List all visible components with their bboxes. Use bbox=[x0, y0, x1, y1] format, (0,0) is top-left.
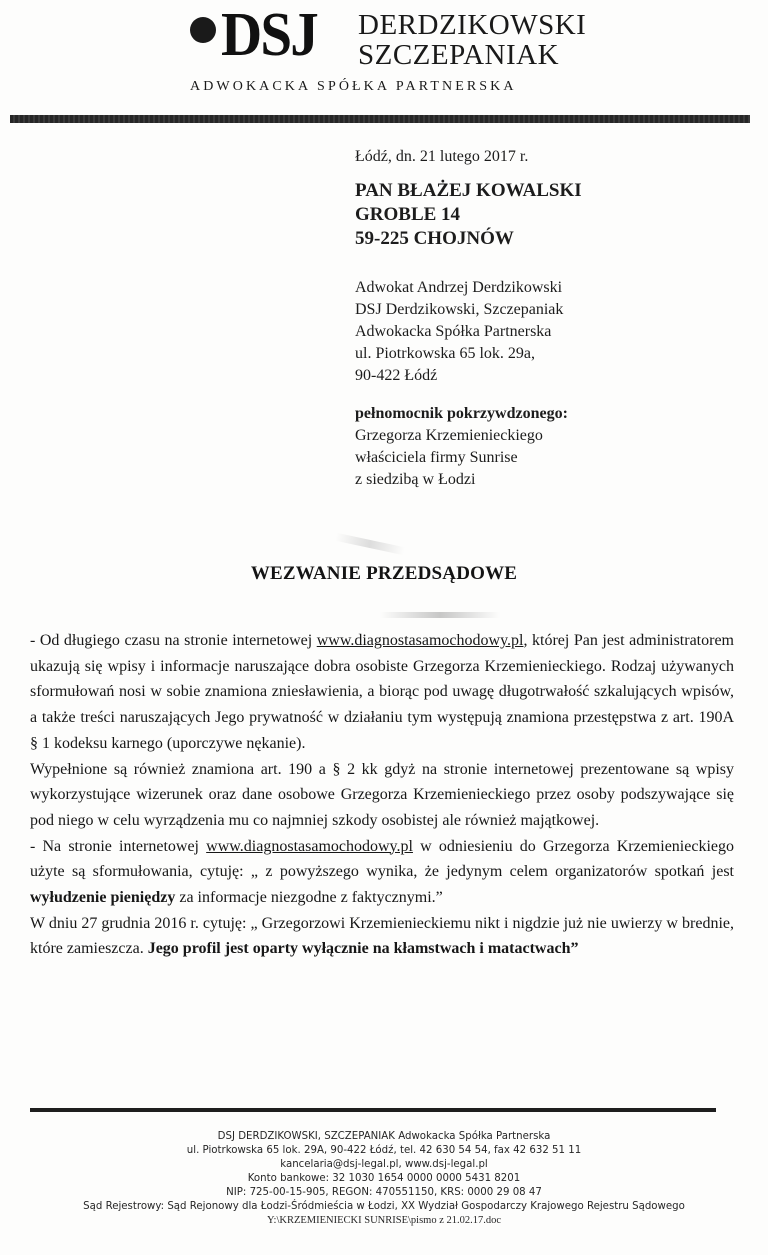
proxy-block bbox=[355, 403, 568, 491]
header-divider bbox=[10, 115, 750, 123]
letter-body bbox=[30, 628, 734, 962]
date-line: Łódź, dn. 21 lutego 2017 r. bbox=[355, 148, 529, 165]
scan-smudge bbox=[380, 612, 500, 618]
footer-line: NIP: 725-00-15-905, REGON: 470551150, KRS: 0000 29 08 47 bbox=[226, 1187, 542, 1198]
paragraph-3: - Na stronie internetowej www.diagnostasamochodowy.pl w odniesieniu do Grzegorza Krzemienieckiego użyte są sformułowania, cytuję: „ z powyższego wynika, że jedynym celem organizatorów spotkań jest wyłudzenie pieniędzy za informacje niezgodne z faktycznymi.” bbox=[30, 837, 734, 907]
recipient-name: PAN BŁAŻEJ KOWALSKI bbox=[355, 180, 582, 201]
firm-tagline: ADWOKACKA SPÓŁKA PARTNERSKA bbox=[190, 79, 517, 94]
logo-mark bbox=[190, 17, 216, 43]
proxy-heading: pełnomocnik pokrzywdzonego: bbox=[355, 405, 568, 422]
sender-line: Adwokacka Spółka Partnerska bbox=[355, 323, 552, 340]
sender-line: 90-422 Łódź bbox=[355, 367, 438, 384]
sender-line: DSJ Derdzikowski, Szczepaniak bbox=[355, 301, 564, 318]
sender-line: Adwokat Andrzej Derdzikowski bbox=[355, 279, 563, 296]
scan-smudge bbox=[335, 533, 405, 555]
website-link[interactable]: www.diagnostasamochodowy.pl bbox=[316, 632, 524, 649]
firm-name-line1: DERDZIKOWSKI bbox=[358, 9, 587, 41]
recipient-street: GROBLE 14 bbox=[355, 204, 461, 225]
footer-divider bbox=[30, 1108, 716, 1112]
logo-dsj: DSJ bbox=[221, 1, 317, 69]
paragraph-2: Wypełnione są również znamiona art. 190 a § 2 kk gdyż na stronie internetowej prezentowane są wpisy wykorzystujące wizerunek oraz dane osobowe Grzegorza Krzemienieckiego przez osoby podszywające się pod niego w celu wyrządzenia mu co najmniej szkody osobistej ale również majątkowej. bbox=[30, 760, 734, 829]
footer-line: ul. Piotrkowska 65 lok. 29A, 90-422 Łódź, tel. 42 630 54 54, fax 42 632 51 11 bbox=[186, 1145, 582, 1156]
recipient-address bbox=[355, 179, 582, 251]
proxy-line: z siedzibą w Łodzi bbox=[355, 471, 476, 488]
website-link[interactable]: www.diagnostasamochodowy.pl bbox=[206, 837, 413, 855]
sender-address bbox=[355, 277, 563, 387]
footer-line: Sąd Rejestrowy: Sąd Rejonowy dla Łodzi-Śródmieścia w Łodzi, XX Wydział Gospodarczy Krajowego Rejestru Sądowego bbox=[83, 1201, 685, 1212]
sender-line: ul. Piotrkowska 65 lok. 29a, bbox=[355, 345, 535, 362]
firm-name-line2: SZCZEPANIAK bbox=[358, 39, 560, 71]
footer-line: kancelaria@dsj-legal.pl, www.dsj-legal.pl bbox=[280, 1159, 488, 1170]
footer-line: DSJ DERDZIKOWSKI, SZCZEPANIAK Adwokacka Spółka Partnerska bbox=[217, 1131, 551, 1142]
bold-phrase: wyłudzenie pieniędzy bbox=[30, 889, 176, 907]
proxy-line: Grzegorza Krzemienieckiego bbox=[355, 427, 543, 444]
recipient-city: 59-225 CHOJNÓW bbox=[355, 228, 514, 249]
footer-line: Konto bankowe: 32 1030 1654 0000 0000 5431 8201 bbox=[247, 1173, 521, 1184]
paragraph-1: - Od długiego czasu na stronie internetowej www.diagnostasamochodowy.pl, której Pan jest administratorem ukazują się wpisy i informacje naruszające dobra osobiste Grzegorza Krzemienieckiego. Rodzaj używanych sformułowań nosi w sobie znamiona zniesławienia, a biorąc pod uwagę długotrwałość szkalujących wpisów, a także treści naruszających Jego prywatność w działaniu tym występują znamiona przestępstwa z art. 190A § 1 kodeksu karnego (uporczywe nękanie). bbox=[30, 632, 734, 752]
file-path: Y:\KRZEMIENIECKI SUNRISE\pismo z 21.02.17.doc bbox=[266, 1215, 502, 1226]
bold-quote: Jego profil jest oparty wyłącznie na kłamstwach i matactwach” bbox=[147, 940, 579, 958]
paragraph-4: W dniu 27 grudnia 2016 r. cytuję: „ Grzegorzowi Krzemienieckiemu nikt i nigdzie już nie uwierzy w brednie, które zamieszcza. Jego profil jest oparty wyłącznie na kłamstwach i matactwach” bbox=[30, 914, 734, 958]
document-title: WEZWANIE PRZEDSĄDOWE bbox=[250, 563, 518, 584]
footer bbox=[0, 1130, 768, 1228]
proxy-line: właściciela firmy Sunrise bbox=[355, 449, 518, 466]
